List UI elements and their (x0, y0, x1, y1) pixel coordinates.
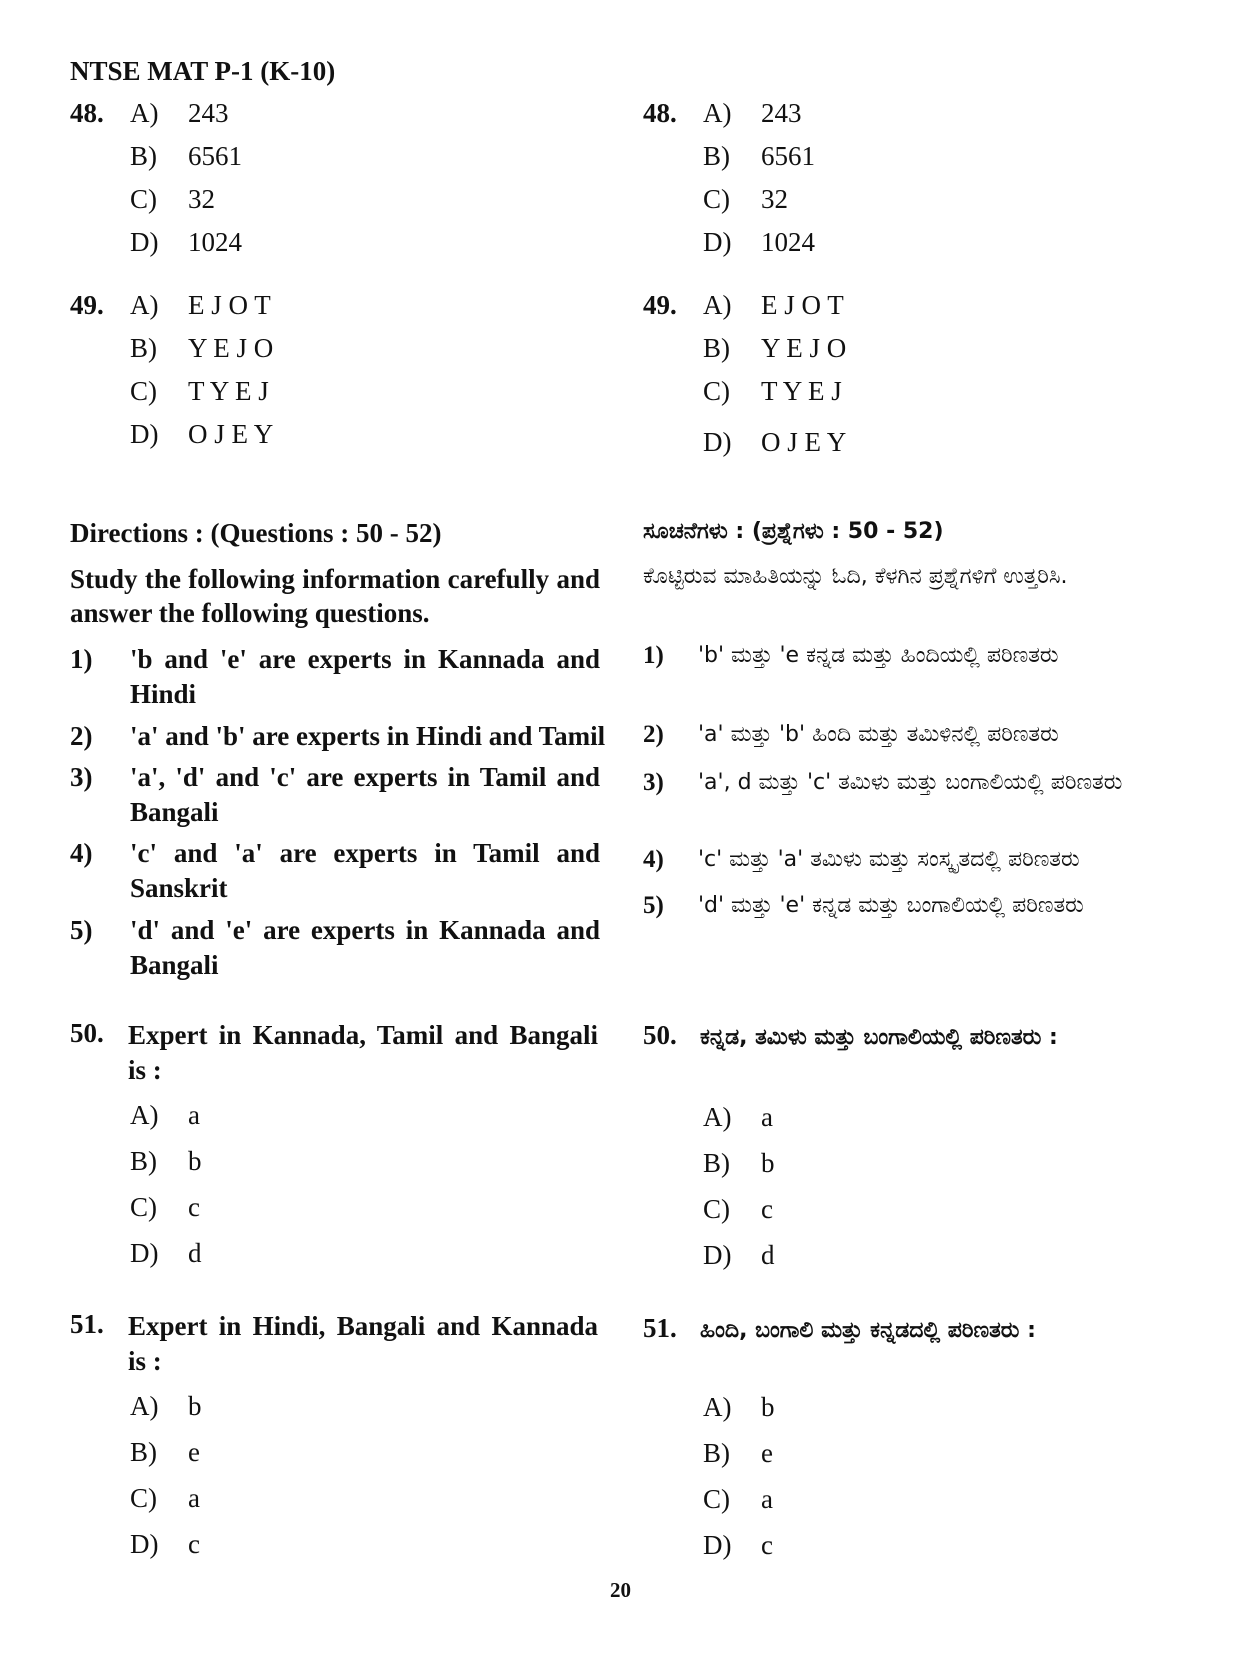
option-label: A) (703, 290, 732, 320)
option-value: 1024 (761, 227, 815, 257)
item-number: 3) (643, 769, 664, 796)
option-value: e (761, 1438, 773, 1468)
option-label: C) (703, 1194, 730, 1224)
option-value: T Y E J (188, 376, 269, 406)
option-value: b (188, 1146, 202, 1176)
option-label: A) (703, 98, 732, 128)
directions-item (643, 890, 1173, 954)
option-label: D) (130, 227, 159, 257)
item-text: 'a' ಮತ್ತು 'b' ಹಿಂದಿ ಮತ್ತು ತಮಿಳಿನಲ್ಲಿ ಪರಿಣತರು (698, 722, 1059, 747)
option-value: O J E Y (188, 419, 274, 449)
option-label: A) (130, 1100, 159, 1130)
directions-item (643, 844, 1173, 878)
option-value: c (188, 1192, 200, 1222)
option-label: D) (130, 419, 159, 449)
option-value: 32 (188, 184, 215, 214)
option-label: A) (130, 98, 159, 128)
option-label: C) (703, 184, 730, 214)
option-label: B) (703, 333, 730, 363)
question-number: 48. (643, 98, 677, 128)
directions-title: ಸೂಚನೆಗಳು : (ಪ್ರಶ್ನೆಗಳು : 50 - 52) (643, 519, 944, 544)
item-text: 'a', 'd' and 'c' are experts in Tamil and Bangali (130, 762, 600, 827)
item-number: 2) (70, 721, 93, 751)
option-label: D) (703, 1240, 732, 1270)
option-value: b (761, 1148, 775, 1178)
item-number: 1) (70, 644, 93, 674)
item-number: 4) (643, 846, 664, 873)
item-number: 1) (643, 642, 664, 669)
option-value: a (761, 1484, 773, 1514)
option-value: b (188, 1391, 202, 1421)
options-q48-en (130, 98, 430, 278)
directions-item (70, 760, 670, 830)
option-value: 6561 (188, 141, 242, 171)
directions-item (70, 719, 670, 755)
option-value: E J O T (761, 290, 844, 320)
question-number: 49. (70, 290, 104, 320)
option-label: C) (130, 1192, 157, 1222)
option-value: T Y E J (761, 376, 842, 406)
option-label: B) (130, 1437, 157, 1467)
option-label: D) (703, 227, 732, 257)
option-label: C) (130, 1483, 157, 1513)
option-value: e (188, 1437, 200, 1467)
item-number: 5) (70, 915, 93, 945)
item-text: 'd' ಮತ್ತು 'e' ಕನ್ನಡ ಮತ್ತು ಬಂಗಾಲಿಯಲ್ಲಿ ಪರಿಣತರು (698, 893, 1084, 918)
option-value: d (761, 1240, 775, 1270)
option-value: d (188, 1238, 202, 1268)
item-text: 'b and 'e' are experts in Kannada and Hindi (130, 644, 600, 709)
question-number: 51. (643, 1313, 677, 1343)
item-number: 2) (643, 721, 664, 748)
item-text: 'b' ಮತ್ತು 'e ಕನ್ನಡ ಮತ್ತು ಹಿಂದಿಯಲ್ಲಿ ಪರಿಣತರು (698, 643, 1059, 668)
option-label: C) (703, 1484, 730, 1514)
item-text: 'c' and 'a' are experts in Tamil and Sanskrit (130, 838, 600, 903)
question-text: Expert in Kannada, Tamil and Bangali is : (128, 1020, 598, 1085)
option-label: B) (130, 333, 157, 363)
option-label: B) (130, 141, 157, 171)
directions-item (70, 913, 670, 983)
option-value: a (761, 1102, 773, 1132)
directions-title: Directions : (Questions : 50 - 52) (70, 518, 442, 548)
option-label: A) (130, 1391, 159, 1421)
directions-intro: ಕೊಟ್ಟಿರುವ ಮಾಹಿತಿಯನ್ನು ಓದಿ, ಕೆಳಗಿನ ಪ್ರಶ್ನೆಗಳಿಗೆ ಉತ್ತರಿಸಿ. (643, 564, 1068, 589)
options-q50-kn (703, 1102, 1003, 1292)
option-label: C) (130, 184, 157, 214)
option-label: B) (703, 1438, 730, 1468)
page-number: 20 (610, 1578, 631, 1602)
option-value: Y E J O (188, 333, 274, 363)
question-text: Expert in Hindi, Bangali and Kannada is : (128, 1311, 598, 1376)
option-label: D) (703, 1530, 732, 1560)
directions-item (643, 719, 1173, 753)
option-value: O J E Y (761, 427, 847, 457)
directions-item (643, 767, 1173, 831)
option-value: 243 (761, 98, 802, 128)
directions-intro: Study the following information carefully and answer the following questions. (70, 564, 600, 628)
option-value: 6561 (761, 141, 815, 171)
options-q51-kn (703, 1392, 1003, 1582)
item-number: 3) (70, 762, 93, 792)
option-label: C) (703, 376, 730, 406)
directions-item (70, 642, 670, 712)
question-number: 50. (643, 1020, 677, 1050)
option-label: C) (130, 376, 157, 406)
options-q49-kn (703, 290, 1003, 480)
option-value: a (188, 1100, 200, 1130)
item-number: 5) (643, 892, 664, 919)
option-label: A) (703, 1392, 732, 1422)
option-label: D) (130, 1529, 159, 1559)
option-label: D) (703, 427, 732, 457)
option-value: 1024 (188, 227, 242, 257)
option-value: E J O T (188, 290, 271, 320)
question-number: 48. (70, 98, 104, 128)
option-label: B) (703, 141, 730, 171)
directions-item (643, 640, 1173, 704)
option-value: b (761, 1392, 775, 1422)
option-value: c (761, 1194, 773, 1224)
question-number: 51. (70, 1309, 104, 1339)
option-label: D) (130, 1238, 159, 1268)
item-text: 'a', d ಮತ್ತು 'c' ತಮಿಳು ಮತ್ತು ಬಂಗಾಲಿಯಲ್ಲಿ ಪರಿಣತರು (698, 770, 1123, 795)
option-label: B) (130, 1146, 157, 1176)
options-q49-en (130, 290, 430, 470)
question-text: ಹಿಂದಿ, ಬಂಗಾಲಿ ಮತ್ತು ಕನ್ನಡದಲ್ಲಿ ಪರಿಣತರು : (700, 1318, 1036, 1343)
options-q50-en (130, 1100, 430, 1290)
option-value: 32 (761, 184, 788, 214)
option-value: 243 (188, 98, 229, 128)
option-value: c (761, 1530, 773, 1560)
page-header: NTSE MAT P-1 (K-10) (70, 56, 336, 86)
option-value: Y E J O (761, 333, 847, 363)
option-label: B) (703, 1148, 730, 1178)
question-number: 50. (70, 1018, 104, 1048)
option-value: c (188, 1529, 200, 1559)
question-text: ಕನ್ನಡ, ತಮಿಳು ಮತ್ತು ಬಂಗಾಲಿಯಲ್ಲಿ ಪರಿಣತರು : (700, 1025, 1058, 1050)
question-number: 49. (643, 290, 677, 320)
options-q48-kn (703, 98, 1003, 278)
options-q51-en (130, 1391, 430, 1581)
option-label: A) (130, 290, 159, 320)
directions-item (70, 836, 670, 906)
option-value: a (188, 1483, 200, 1513)
item-text: 'd' and 'e' are experts in Kannada and Bangali (130, 915, 600, 980)
item-text: 'c' ಮತ್ತು 'a' ತಮಿಳು ಮತ್ತು ಸಂಸ್ಕೃತದಲ್ಲಿ ಪರಿಣತರು (698, 847, 1080, 872)
item-number: 4) (70, 838, 93, 868)
option-label: A) (703, 1102, 732, 1132)
item-text: 'a' and 'b' are experts in Hindi and Tamil (130, 721, 606, 751)
